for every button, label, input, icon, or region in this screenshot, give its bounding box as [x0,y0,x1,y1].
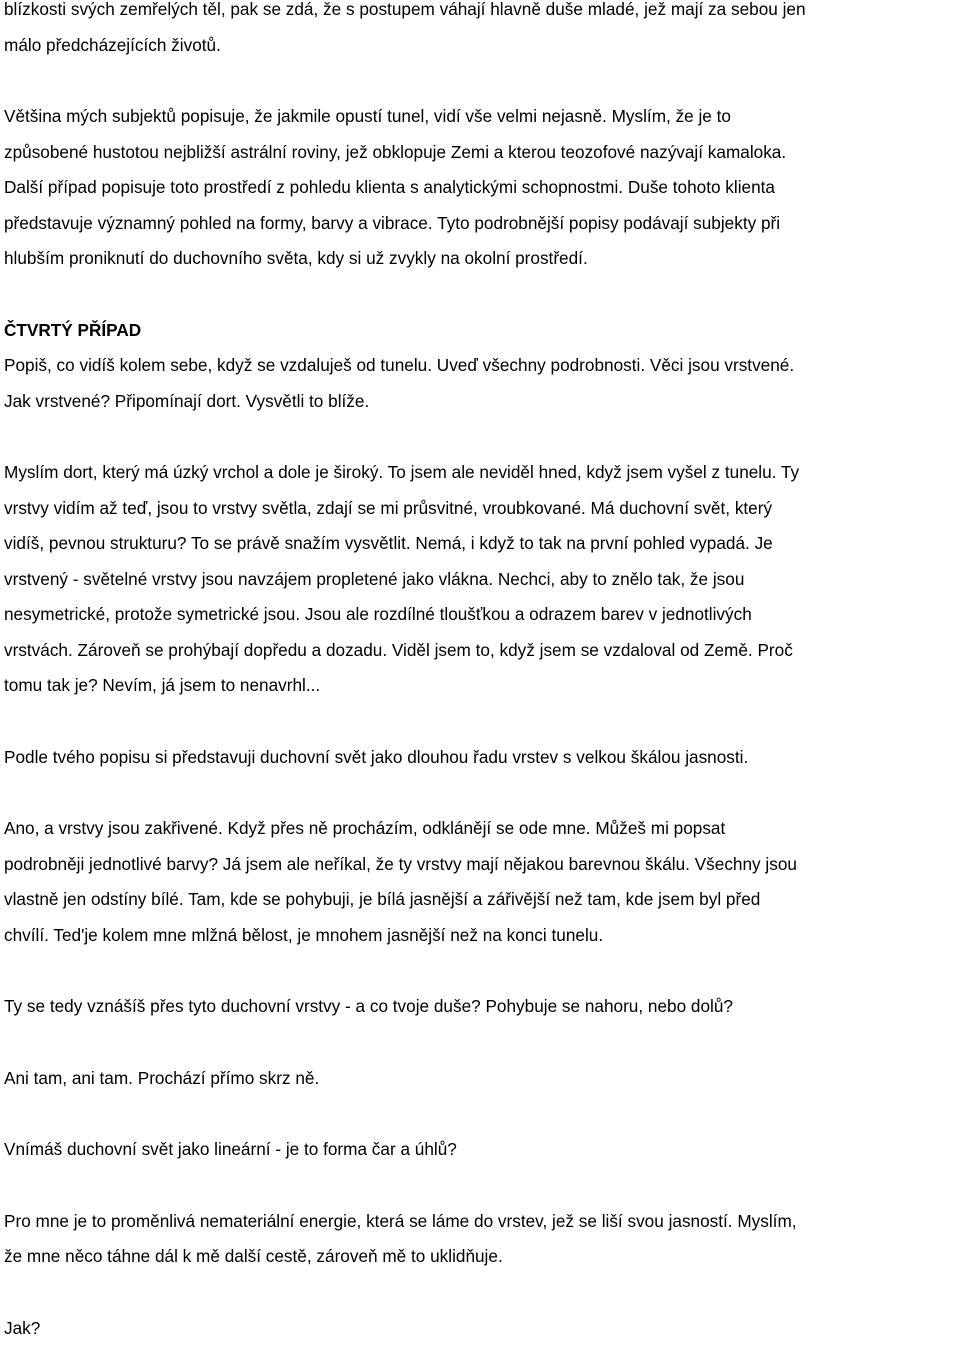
text-line: vlastně jen odstíny bílé. Tam, kde se pohybuji, je bílá jasnější a zářivější než tam, kde jsem byl před [4,889,760,909]
text-line: představuje významný pohled na formy, barvy a vibrace. Tyto podrobnější popisy podávají subjekty při [4,213,780,233]
paragraph-10 [4,1204,956,1275]
paragraph-5 [4,740,956,776]
text-line: způsobené hustotou nejbližší astrální roviny, jež obklopuje Zemi a kterou teozofové nazývají kamaloka. [4,142,786,162]
text-line: Jak vrstvené? Připomínají dort. Vysvětli to blíže. [4,391,369,411]
text-line: Ty se tedy vznášíš přes tyto duchovní vrstvy - a co tvoje duše? Pohybuje se nahoru, nebo dolů? [4,996,733,1016]
text-line: málo předcházejících životů. [4,35,221,55]
text-line: že mne něco táhne dál k mě další cestě, zároveň mě to uklidňuje. [4,1246,503,1266]
text-line: vrstvách. Zároveň se prohýbají dopředu a dozadu. Viděl jsem to, když jsem se vzdaloval od Země. Proč [4,640,793,660]
text-line: vidíš, pevnou strukturu? To se právě snažím vysvětlit. Nemá, i když to tak na první pohled vypadá. Je [4,533,773,553]
paragraph-gap [4,277,956,313]
text-line: hlubším proniknutí do duchovního světa, kdy si už zvykly na okolní prostředí. [4,248,588,268]
paragraph-gap [4,704,956,740]
text-line: Popiš, co vidíš kolem sebe, když se vzdaluješ od tunelu. Uveď všechny podrobnosti. Věci jsou vrstvené. [4,355,794,375]
text-line: Myslím dort, který má úzký vrchol a dole je široký. To jsem ale neviděl hned, když jsem vyšel z tunelu. Ty [4,462,799,482]
text-line: Vnímáš duchovní svět jako lineární - je to forma čar a úhlů? [4,1139,457,1159]
text-line: Většina mých subjektů popisuje, že jakmile opustí tunel, vidí vše velmi nejasně. Myslím, že je to [4,106,731,126]
text-line: nesymetrické, protože symetrické jsou. Jsou ale rozdílné tloušťkou a odrazem barev v jednotlivých [4,604,752,624]
paragraph-9 [4,1132,956,1168]
text-line: Jak? [4,1318,40,1338]
paragraph-gap [4,419,956,455]
paragraph-7 [4,989,956,1025]
paragraph-gap [4,63,956,99]
text-line: Ani tam, ani tam. Prochází přímo skrz ně. [4,1068,319,1088]
paragraph-4 [4,455,956,704]
paragraph-6 [4,811,956,953]
text-line: tomu tak je? Nevím, já jsem to nenavrhl... [4,675,320,695]
text-line: vrstvený - světelné vrstvy jsou navzájem propletené jako vlákna. Nechci, aby to znělo tak, že jsou [4,569,744,589]
paragraph-8 [4,1061,956,1097]
text-line: Podle tvého popisu si představuji duchovní svět jako dlouhou řadu vrstev s velkou škálou jasnosti. [4,747,748,767]
text-line: blízkosti svých zemřelých těl, pak se zdá, že s postupem váhají hlavně duše mladé, jež mají za sebou jen [4,0,806,19]
section-heading: ČTVRTÝ PŘÍPAD [4,320,141,340]
paragraph-11 [4,1311,956,1346]
paragraph-gap [4,1025,956,1061]
paragraph-2 [4,99,956,277]
text-line: chvílí. Ted'je kolem mne mlžná bělost, je mnohem jasnější než na konci tunelu. [4,925,603,945]
paragraph-gap [4,1275,956,1311]
text-line: Ano, a vrstvy jsou zakřivené. Když přes ně procházím, odklánějí se ode mne. Můžeš mi popsat [4,818,725,838]
paragraph-1 [4,0,956,63]
paragraph-gap [4,1168,956,1204]
paragraph-gap [4,953,956,989]
paragraph-gap [4,775,956,811]
document-page [4,0,956,1346]
section-heading-block [4,313,956,420]
text-line: podrobněji jednotlivé barvy? Já jsem ale neříkal, že ty vrstvy mají nějakou barevnou škálu. Všechny jsou [4,854,797,874]
paragraph-gap [4,1096,956,1132]
text-line: Další případ popisuje toto prostředí z pohledu klienta s analytickými schopnostmi. Duše tohoto klienta [4,177,775,197]
text-line: Pro mne je to proměnlivá nemateriální energie, která se láme do vrstev, jež se liší svou jasností. Myslím, [4,1211,797,1231]
text-line: vrstvy vidím až teď, jsou to vrstvy světla, zdají se mi průsvitné, vroubkované. Má duchovní svět, který [4,498,772,518]
